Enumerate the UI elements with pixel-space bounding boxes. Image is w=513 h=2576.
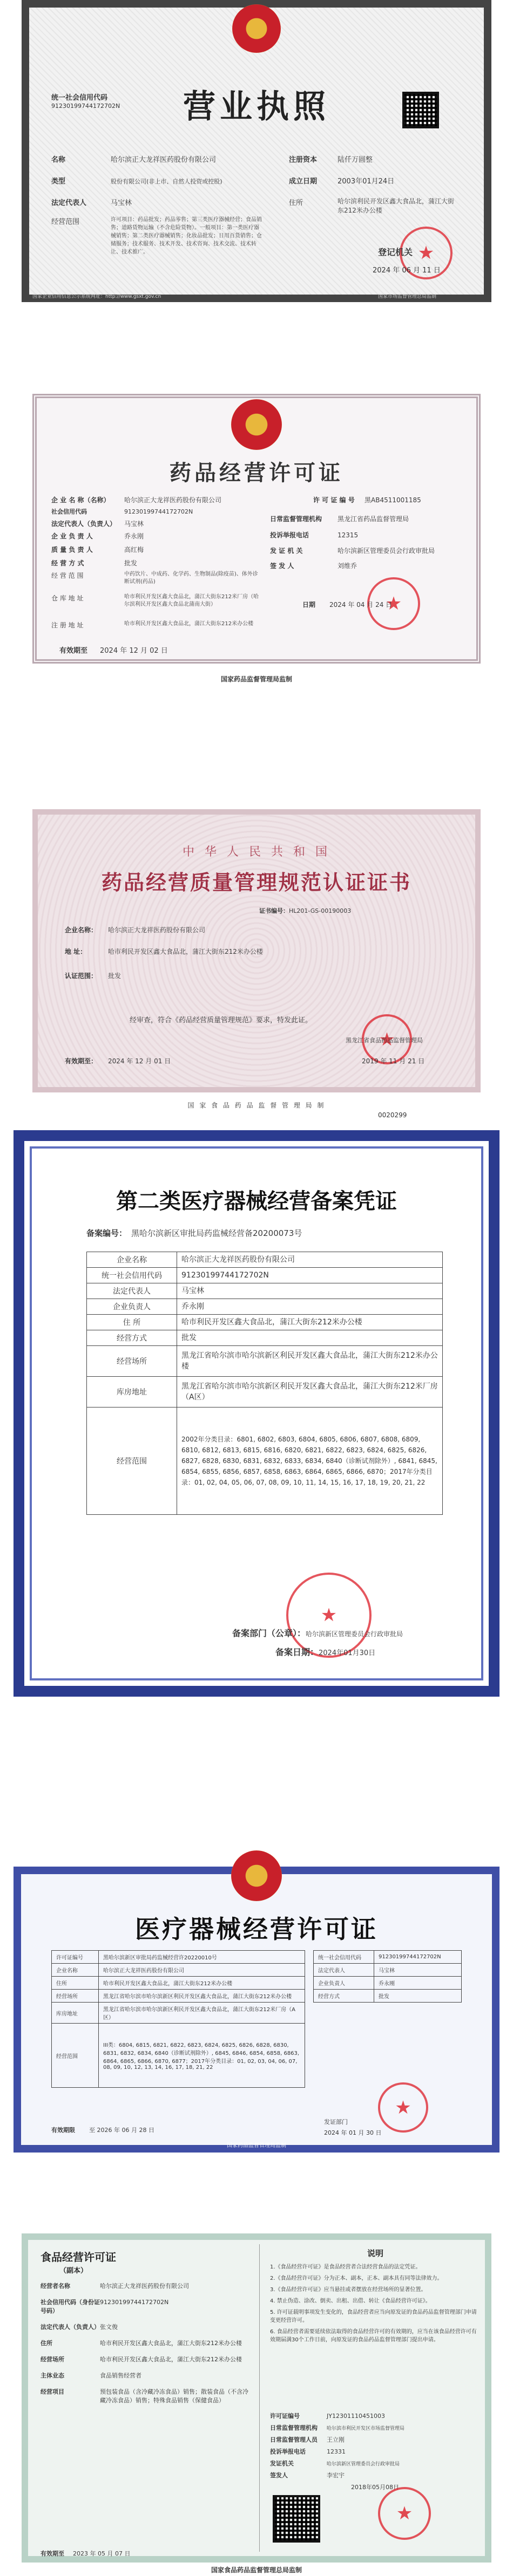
capital-row: 注册资本 陆仟万圆整 <box>289 156 373 164</box>
row-value: 哈市利民开发区鑫大食品北，蒲江大街东212米办公楼 <box>100 2340 242 2347</box>
row-label: 经营项目 <box>40 2388 64 2395</box>
business-license <box>0 0 513 310</box>
footer: 国家药品监督管理局监制 <box>220 675 292 683</box>
row-value: III类：6804, 6815, 6821, 6822, 6823, 6824, 6825, 6826, 6828, 6830, 6831, 6832, 6834, 6840（诊断试剂除外）, 6845, 6846, 6854, 6858, 6863, 6864, 6865, 6866, 6870, 6877；2017年分类目录：01, 02, 03, 04, 06, 07, 08, 09, 10, 12, 13, 14, 16, 17, 18, 21, 22 <box>99 2024 305 2088</box>
rep-row: 法定代表人 马宝林 <box>51 199 132 207</box>
row-value: 马宝林 <box>374 1964 462 1977</box>
scope-text: 中药饮片、中成药、化学药、生物制品(除疫苗)、体外诊断试剂(药品) <box>124 571 258 585</box>
table-row <box>52 1977 305 1990</box>
header: 中 华 人 民 共 和 国 <box>183 845 330 859</box>
row-value: 哈尔滨正大龙祥医药股份有限公司 <box>100 2283 189 2290</box>
list-item <box>40 2355 251 2364</box>
row-label: 住所 <box>52 1977 99 1990</box>
row-label: 经营场所 <box>40 2356 64 2363</box>
row-value: 哈尔滨正大龙祥医药股份有限公司 <box>99 1964 305 1977</box>
license-right-table <box>313 1950 462 2003</box>
row-label: 经营方式 <box>87 1330 177 1346</box>
issue-date: 2019 年 11 月 21 日 <box>362 1057 425 1065</box>
issuer: 发证部门 <box>324 2119 348 2126</box>
addr-label: 住所 <box>289 199 303 207</box>
note-title: 说明 <box>367 2249 383 2258</box>
authority-row: 日常监督管理机构 黑龙江省药品监督管理局 <box>270 515 409 523</box>
scope-text: 许可项目：药品批发；药品零售；第三类医疗器械经营；食品销售；道路货物运输（不含危险货物）。一般项目：第一类医疗器械销售；第二类医疗器械销售；化妆品批发；日用百货销售；仓储服务；技术服务、技术开发、技术咨询、技术交流、技术转让、技术推广。 <box>111 217 262 255</box>
record-date-row: 备案日期：2024年01月30日 <box>275 1647 376 1657</box>
company-row: 企 业 名 称（名称） 哈尔滨正大龙祥医药股份有限公司 <box>51 496 222 504</box>
page-title: 药品经营许可证 <box>170 460 343 486</box>
table-row <box>87 1407 443 1515</box>
officer-row: 日常监督管理人员 王立刚 <box>270 2436 345 2443</box>
manager-row: 企 业 负 责 人 乔永刚 <box>51 532 144 540</box>
row-label: 许可证编号 <box>52 1951 99 1964</box>
valid-row: 有效期至 2024 年 12 月 02 日 <box>59 647 168 655</box>
page-title: 第二类医疗器械经营备案凭证 <box>116 1188 397 1214</box>
date-row: 日期 2024 年 04 月 24 日 <box>302 601 393 609</box>
reg-label: 注 册 地 址 <box>51 621 84 629</box>
row-value: 91230199744172702N <box>374 1951 462 1964</box>
type-row: 类型 股份有限公司(非上市、自然人投资或控股) <box>51 177 222 186</box>
row-value: 预包装食品（含冷藏冷冻食品）销售；散装食品（不含冷藏冷冻食品）销售；特殊食品销售（保健食品） <box>100 2388 248 2404</box>
phone-row: 投诉举报电话 12315 <box>270 531 359 539</box>
row-value: 哈市利民开发区鑫大食品北，蒲江大街东212米办公楼 <box>99 1977 305 1990</box>
row-value: 哈市利民开发区鑫大食品北，蒲江大街东212米办公楼 <box>177 1315 443 1330</box>
row-value: 91230199744172702N <box>100 2299 169 2306</box>
addr-row: 地 址： 哈市利民开发区鑫大食品北，蒲江大街东212米办公楼 <box>65 948 263 955</box>
phone-row: 投诉举报电话 12331 <box>270 2448 346 2455</box>
issuer-row: 发证机关 哈尔滨新区管理委员会行政审批局 <box>270 2460 400 2467</box>
license-left-table <box>51 1950 305 2088</box>
issue-date: 2024 年 06 月 11 日 <box>373 267 441 275</box>
row-label: 库房地址 <box>87 1377 177 1407</box>
row-value: 张文俊 <box>100 2324 118 2331</box>
table-row <box>87 1330 443 1346</box>
mode-row: 经 营 方 式 批发 <box>51 559 138 567</box>
row-label: 统一社会信用代码 <box>87 1268 177 1283</box>
table-row <box>314 1951 462 1964</box>
row-value: 乔永刚 <box>177 1299 443 1315</box>
row-value: 马宝林 <box>177 1283 443 1299</box>
footer-left: 国家企业信用信息公示系统网址：http://www.gsxt.gov.cn <box>32 294 161 299</box>
serial-number: 0020299 <box>378 1111 407 1119</box>
quality-row: 质 量 负 责 人 高红梅 <box>51 546 144 554</box>
note-item: 4. 禁止伪造、涂改、倒卖、出租、出借、转让《食品经营许可证》。 <box>270 2298 431 2304</box>
row-label: 企业名称 <box>52 1964 99 1977</box>
list-item <box>40 2298 251 2315</box>
note-item: 3.《食品经营许可证》应当悬挂或者摆放在经营场所的显著位置。 <box>270 2287 427 2293</box>
issue-date: 2024 年 01 月 30 日 <box>324 2129 382 2136</box>
list-item <box>40 2388 251 2405</box>
food-divider <box>259 2244 260 2552</box>
footer-right: 国家市场监督管理总局监制 <box>378 294 437 299</box>
row-label: 经营范围 <box>87 1407 177 1515</box>
row-value: 91230199744172702N <box>177 1268 443 1283</box>
table-row <box>87 1299 443 1315</box>
table-row <box>314 1964 462 1977</box>
note-item: 6. 食品经营者需要延续依法取得的食品经营许可的有效期的，应当在该食品经营许可有效期届满30个工作日前，向原发证的食品药品监督管理部门提出申请。 <box>270 2329 477 2343</box>
table-row <box>87 1252 443 1268</box>
license-row: 许可证编号 JY12301110451003 <box>270 2413 385 2420</box>
signer-row: 签发人 李宏宇 <box>270 2472 345 2479</box>
no-row: 证书编号：HL201-GS-00190003 <box>259 907 352 914</box>
row-label: 法定代表人 <box>314 1964 374 1977</box>
row-value: 黑龙江省哈尔滨市哈尔滨新区利民开发区鑫大食品北，蒲江大街东212米厂房（A区） <box>99 2003 305 2024</box>
scope-label: 经营范围 <box>51 218 80 226</box>
registration-authority: 登记机关 <box>378 247 413 257</box>
food-rows <box>40 2282 251 2405</box>
row-value: 黑龙江省哈尔滨市哈尔滨新区利民开发区鑫大食品北，蒲江大街东212米办公楼 <box>177 1346 443 1377</box>
issuer: 黑龙江省食品药品监督管理局 <box>346 1037 423 1044</box>
table-row <box>87 1346 443 1377</box>
list-item <box>40 2372 251 2380</box>
table-row <box>87 1315 443 1330</box>
row-label: 企业名称 <box>87 1252 177 1268</box>
row-label: 经营范围 <box>52 2024 99 2088</box>
row-label: 社会信用代码（身份证号码） <box>40 2299 100 2314</box>
row-label: 经营场所 <box>87 1346 177 1377</box>
addr-text: 哈尔滨利民开发区鑫大食品北，蒲江大街东212米办公楼 <box>338 197 455 214</box>
valid-row: 有效期至 2023 年 05 月 07 日 <box>40 2550 131 2557</box>
row-value: 食品销售经营者 <box>100 2372 141 2379</box>
row-value: 批发 <box>177 1330 443 1346</box>
notes <box>270 2263 478 2347</box>
signer-row: 签 发 人 刘维乔 <box>270 562 357 570</box>
credit-code-label: 统一社会信用代码 <box>51 94 108 102</box>
warehouse-label: 仓 库 地 址 <box>51 595 84 602</box>
scope-label: 经 营 范 围 <box>51 572 84 579</box>
row-label: 企业负责人 <box>314 1977 374 1990</box>
official-seal-icon <box>378 2487 431 2540</box>
row-value: 黑哈尔滨新区审批局药监械经营许20220010号 <box>99 1951 305 1964</box>
daily-row: 日常监督管理机构 哈尔滨市利民开发区市场监督管理局 <box>270 2424 405 2431</box>
note-item: 1.《食品经营许可证》是食品经营者合法经营食品的法定凭证。 <box>270 2264 421 2270</box>
row-value: 黑龙江省哈尔滨市哈尔滨新区利民开发区鑫大食品北，蒲江大街东212米厂房（A区） <box>177 1377 443 1407</box>
list-item <box>40 2323 251 2332</box>
table-row <box>52 1990 305 2003</box>
page-title: 营业执照 <box>183 88 330 126</box>
valid-row: 有效期至： 2024 年 12 月 01 日 <box>65 1057 171 1065</box>
note-item: 2.《食品经营许可证》分为正本、副本，正本、副本具有同等法律效力。 <box>270 2276 443 2281</box>
row-label: 法定代表人 <box>87 1283 177 1299</box>
row-label: 统一社会信用代码 <box>314 1951 374 1964</box>
list-item <box>40 2339 251 2348</box>
table-row <box>87 1268 443 1283</box>
national-emblem-icon <box>231 1850 282 1901</box>
name-row: 名称 哈尔滨正大龙祥医药股份有限公司 <box>51 156 217 164</box>
row-label: 住 所 <box>87 1315 177 1330</box>
page-title: 药品经营质量管理规范认证证书 <box>101 870 411 894</box>
table-row <box>52 2024 305 2088</box>
date-row: 成立日期 2003年01月24日 <box>289 177 395 186</box>
footer: 国 家 食 品 药 品 监 督 管 理 局 制 <box>187 1102 326 1109</box>
row-value: 乔永刚 <box>374 1977 462 1990</box>
row-label: 经营方式 <box>314 1990 374 2003</box>
valid-row: 有效期限 至 2026 年 06 月 28 日 <box>51 2127 154 2134</box>
table-row <box>52 2003 305 2024</box>
national-emblem-icon <box>232 4 281 53</box>
scope-row: 认证范围： 批发 <box>65 972 122 980</box>
row-label: 主体业态 <box>40 2372 64 2379</box>
credit-code: 91230199744172702N <box>51 103 120 110</box>
table-row <box>314 1990 462 2003</box>
row-label: 经营场所 <box>52 1990 99 2003</box>
dept-row: 备案部门（公章）：哈尔滨新区管理委员会行政审批局 <box>232 1628 403 1638</box>
reg-text: 哈市利民开发区鑫大食品北，蒲江大街东212米办公楼 <box>124 621 254 627</box>
footer: 国家食品药品监督管理总局监制 <box>211 2566 302 2574</box>
row-label: 企业负责人 <box>87 1299 177 1315</box>
issuer-row: 发 证 机 关 哈尔滨新区管理委员会行政审批局 <box>270 547 435 555</box>
body-text: 经审查，符合《药品经营质量管理规范》要求，特发此证。 <box>130 1016 313 1024</box>
official-seal-icon <box>378 2082 428 2133</box>
row-label: 经营者名称 <box>40 2283 70 2290</box>
issue-date: 2018年05月08日 <box>351 2484 399 2491</box>
row-label: 住所 <box>40 2340 52 2347</box>
row-label: 库房地址 <box>52 2003 99 2024</box>
company-row: 企业名称： 哈尔滨正大龙祥医药股份有限公司 <box>65 926 206 934</box>
list-item <box>40 2282 251 2291</box>
medical-device-record <box>0 1125 513 1707</box>
medical-device-license <box>0 1845 513 2169</box>
food-license <box>0 2233 513 2576</box>
warehouse-text: 哈市利民开发区鑫大食品北，蒲江大街东212米厂房（哈尔滨利民开发区鑫大食品北蒲南大街） <box>124 594 259 607</box>
qr-code-icon <box>402 92 439 128</box>
drug-license <box>0 356 513 701</box>
row-value: 黑龙江省哈尔滨市哈尔滨新区利民开发区鑫大食品北，蒲江大街东212米办公楼 <box>99 1990 305 2003</box>
qr-code-icon <box>273 2495 320 2543</box>
subtitle: （副本） <box>59 2267 88 2275</box>
row-value: 哈尔滨正大龙祥医药股份有限公司 <box>177 1252 443 1268</box>
row-value: 2002年分类目录：6801, 6802, 6803, 6804, 6805, 6806, 6807, 6808, 6809, 6810, 6812, 6813, 6815, 6816, 6820, 6821, 6822, 6823, 6824, 6825, 6826, 6827, 6828, 6830, 6831, 6832, 6833, 6834, 6840（诊断试剂除外）, 6841, 6845, 6854, 6855, 6856, 6857, 6858, 6863, 6864, 6865, 6866, 6870；2017年分类目录：01, 02, 04, 05, 06, 07, 08, 09, 10, 11, 14, 15, 16, 17, 18, 19, 20, 21, 22 <box>177 1407 443 1515</box>
row-value: 哈市利民开发区鑫大食品北，蒲江大街东212米办公楼 <box>100 2356 242 2363</box>
table-row <box>52 1964 305 1977</box>
table-row <box>87 1377 443 1407</box>
row-value: 批发 <box>374 1990 462 2003</box>
page-title: 食品经营许可证 <box>40 2251 116 2264</box>
record-table <box>86 1252 443 1515</box>
legal-person-row: 法定代表人（负责人） 马宝林 <box>51 520 144 528</box>
row-label: 法定代表人（负责人） <box>40 2324 100 2331</box>
footer: 国家药品监督管理局监制 <box>227 2143 286 2149</box>
table-row <box>87 1283 443 1299</box>
license-row: 许 可 证 编 号 黑AB4511001185 <box>313 496 421 504</box>
table-row <box>314 1977 462 1990</box>
national-emblem-icon <box>231 399 282 450</box>
note-item: 5. 许可证载明事项发生变化的，食品经营者应当向原发证的食品药品监督管理部门申请变更经营许可。 <box>270 2309 477 2324</box>
gsp-certificate <box>0 798 513 1122</box>
credit-row: 社会信用代码 91230199744172702N <box>51 508 193 515</box>
page-title: 医疗器械经营许可证 <box>135 1915 378 1944</box>
record-no-row: 备案编号： 黑哈尔滨新区审批局药监械经营备20200073号 <box>86 1228 302 1238</box>
table-row <box>52 1951 305 1964</box>
